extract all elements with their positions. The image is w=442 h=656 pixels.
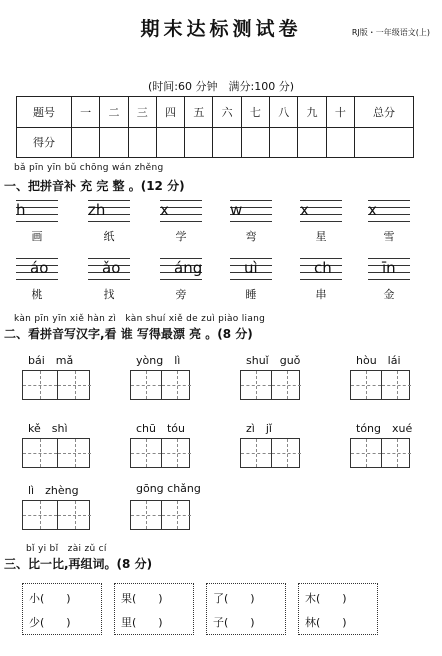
hanzi-label: 纸 [103,230,115,243]
tianzige-box[interactable] [130,500,190,530]
guide-line [230,279,272,280]
exam-title: 期末达标测试卷 [140,18,302,40]
word-pinyin: yòng lì [136,354,181,367]
pinyin-writing-line[interactable] [160,200,202,222]
score-input-cell[interactable] [100,127,128,158]
word-pinyin: kě shì [28,422,68,435]
guide-line [160,279,202,280]
word-pinyin: tóng xué [356,422,413,435]
cell-guide-horizontal [382,385,411,386]
compare-box [22,583,102,635]
cell-guide-horizontal [131,515,161,516]
section2-pinyin: kàn pīn yīn xiě hàn zì kàn shuí xiě de zuì piào liang [14,314,266,324]
section1-pinyin: bǎ pīn yīn bǔ chōng wán zhěng [14,163,164,173]
score-cell: 五 [185,97,213,128]
pinyin-fragment: áng [174,259,203,277]
pinyin-fragment: īn [382,259,396,277]
cell-guide-horizontal [131,453,161,454]
tianzige-cell[interactable] [271,371,301,399]
word-pinyin: hòu lái [356,354,401,367]
hanzi-label: 星 [315,230,327,243]
word-pinyin: bái mǎ [28,354,74,367]
score-input-cell[interactable] [128,127,156,158]
hanzi-label: 金 [383,288,395,301]
pinyin-writing-line[interactable] [230,200,272,222]
tianzige-box[interactable] [130,438,190,468]
score-input-cell[interactable] [156,127,184,158]
section1-title: 一、把拼音补 充 完 整 。(12 分) [4,179,185,193]
guide-line [16,279,58,280]
pinyin-writing-line[interactable] [160,258,202,280]
hanzi-label: 画 [31,230,43,243]
compare-box [298,583,378,635]
compare-word[interactable]: 木( ) [305,592,347,605]
section3-pinyin: bǐ yi bǐ zài zǔ cí [26,544,107,554]
pinyin-writing-line[interactable] [16,200,58,222]
tianzige-cell[interactable] [23,501,57,529]
pinyin-writing-line[interactable] [88,258,130,280]
score-table [16,96,414,158]
cell-guide-horizontal [162,385,191,386]
cell-guide-horizontal [382,453,411,454]
pinyin-fragment: w [230,201,243,219]
score-input-cell[interactable] [241,127,269,158]
pinyin-fragment: zh [88,201,106,219]
cell-guide-horizontal [23,515,57,516]
compare-word[interactable]: 里( ) [121,616,163,629]
pinyin-writing-line[interactable] [368,200,410,222]
tianzige-cell[interactable] [381,439,411,467]
pinyin-fragment: h [16,201,26,219]
tianzige-box[interactable] [350,438,410,468]
hanzi-label: 睡 [245,288,257,301]
cell-guide-horizontal [162,453,191,454]
tianzige-cell[interactable] [161,439,191,467]
pinyin-writing-line[interactable] [368,258,410,280]
score-cell: 八 [270,97,298,128]
hanzi-label: 旁 [175,288,187,301]
pinyin-fragment: x [368,201,377,219]
guide-line [88,221,130,222]
exam-meta: (时间:60 分钟 满分:100 分) [148,80,294,93]
cell-guide-horizontal [58,453,91,454]
hanzi-label: 雪 [383,230,395,243]
score-cell: 一 [72,97,100,128]
score-input-cell[interactable] [298,127,326,158]
tianzige-cell[interactable] [23,439,57,467]
tianzige-box[interactable] [22,500,90,530]
word-pinyin: zì jǐ [246,422,272,435]
guide-line [230,221,272,222]
score-cell: 三 [128,97,156,128]
compare-word[interactable]: 了( ) [213,592,255,605]
cell-guide-horizontal [23,453,57,454]
cell-guide-horizontal [58,515,91,516]
tianzige-box[interactable] [240,370,300,400]
compare-word[interactable]: 子( ) [213,616,255,629]
cell-guide-horizontal [131,385,161,386]
tianzige-cell[interactable] [131,439,161,467]
score-input-cell[interactable] [270,127,298,158]
guide-line [368,221,410,222]
tianzige-cell[interactable] [271,439,301,467]
score-cell: 九 [298,97,326,128]
cell-guide-horizontal [272,453,301,454]
cell-guide-horizontal [272,385,301,386]
compare-word[interactable]: 少( ) [29,616,71,629]
section3-title: 三、比一比,再组词。(8 分) [4,557,153,571]
compare-word[interactable]: 果( ) [121,592,163,605]
guide-line [300,279,342,280]
word-pinyin: gōng chǎng [136,482,201,495]
tianzige-box[interactable] [350,370,410,400]
pinyin-fragment: áo [30,259,49,277]
score-cell: 二 [100,97,128,128]
tianzige-cell[interactable] [351,439,381,467]
cell-guide-horizontal [241,385,271,386]
compare-box [114,583,194,635]
tianzige-box[interactable] [240,438,300,468]
guide-line [16,221,58,222]
pinyin-writing-line[interactable] [88,200,130,222]
score-cell: 四 [156,97,184,128]
hanzi-label: 弯 [245,230,257,243]
score-input-cell[interactable] [185,127,213,158]
tianzige-box[interactable] [22,438,90,468]
score-cell: 总分 [355,97,414,128]
tianzige-cell[interactable] [241,439,271,467]
tianzige-cell[interactable] [381,371,411,399]
score-input-cell[interactable] [326,127,354,158]
pinyin-fragment: x [160,201,169,219]
score-cell: 题号 [17,97,72,128]
pinyin-writing-line[interactable] [230,258,272,280]
score-input-cell[interactable] [72,127,100,158]
cell-guide-horizontal [241,453,271,454]
hanzi-label: 学 [175,230,187,243]
pinyin-fragment: uì [244,259,258,277]
pinyin-fragment: ǎo [102,259,121,277]
tianzige-cell[interactable] [57,371,91,399]
cell-guide-horizontal [351,453,381,454]
tianzige-cell[interactable] [23,371,57,399]
compare-word[interactable]: 小( ) [29,592,71,605]
cell-guide-horizontal [58,385,91,386]
guide-line [88,279,130,280]
pinyin-fragment: x [300,201,309,219]
tianzige-cell[interactable] [161,501,191,529]
pinyin-fragment: ch [314,259,332,277]
score-header-row [17,97,414,128]
score-value-row [17,127,414,158]
score-input-cell[interactable] [355,127,414,158]
guide-line [160,221,202,222]
pinyin-writing-line[interactable] [300,258,342,280]
score-cell: 七 [241,97,269,128]
pinyin-writing-line[interactable] [300,200,342,222]
tianzige-box[interactable] [22,370,90,400]
tianzige-cell[interactable] [161,371,191,399]
tianzige-cell[interactable] [131,371,161,399]
score-cell: 得分 [17,127,72,158]
cell-guide-horizontal [162,515,191,516]
cell-guide-horizontal [351,385,381,386]
guide-line [300,221,342,222]
word-pinyin: lì zhèng [28,484,79,497]
cell-guide-horizontal [23,385,57,386]
pinyin-writing-line[interactable] [16,258,58,280]
compare-word[interactable]: 林( ) [305,616,347,629]
edition-label: RJ版・一年级语文(上) [351,28,430,37]
section2-title: 二、看拼音写汉字,看 谁 写得最漂 亮 。(8 分) [4,327,253,341]
score-cell: 十 [326,97,354,128]
word-pinyin: shuǐ guǒ [246,354,301,367]
hanzi-label: 串 [315,288,327,301]
tianzige-box[interactable] [130,370,190,400]
guide-line [368,279,410,280]
tianzige-cell[interactable] [57,501,91,529]
word-pinyin: chū tóu [136,422,186,435]
compare-box [206,583,286,635]
tianzige-cell[interactable] [351,371,381,399]
score-cell: 六 [213,97,241,128]
score-input-cell[interactable] [213,127,241,158]
tianzige-cell[interactable] [131,501,161,529]
hanzi-label: 找 [103,288,115,301]
hanzi-label: 桃 [31,288,43,301]
tianzige-cell[interactable] [241,371,271,399]
tianzige-cell[interactable] [57,439,91,467]
